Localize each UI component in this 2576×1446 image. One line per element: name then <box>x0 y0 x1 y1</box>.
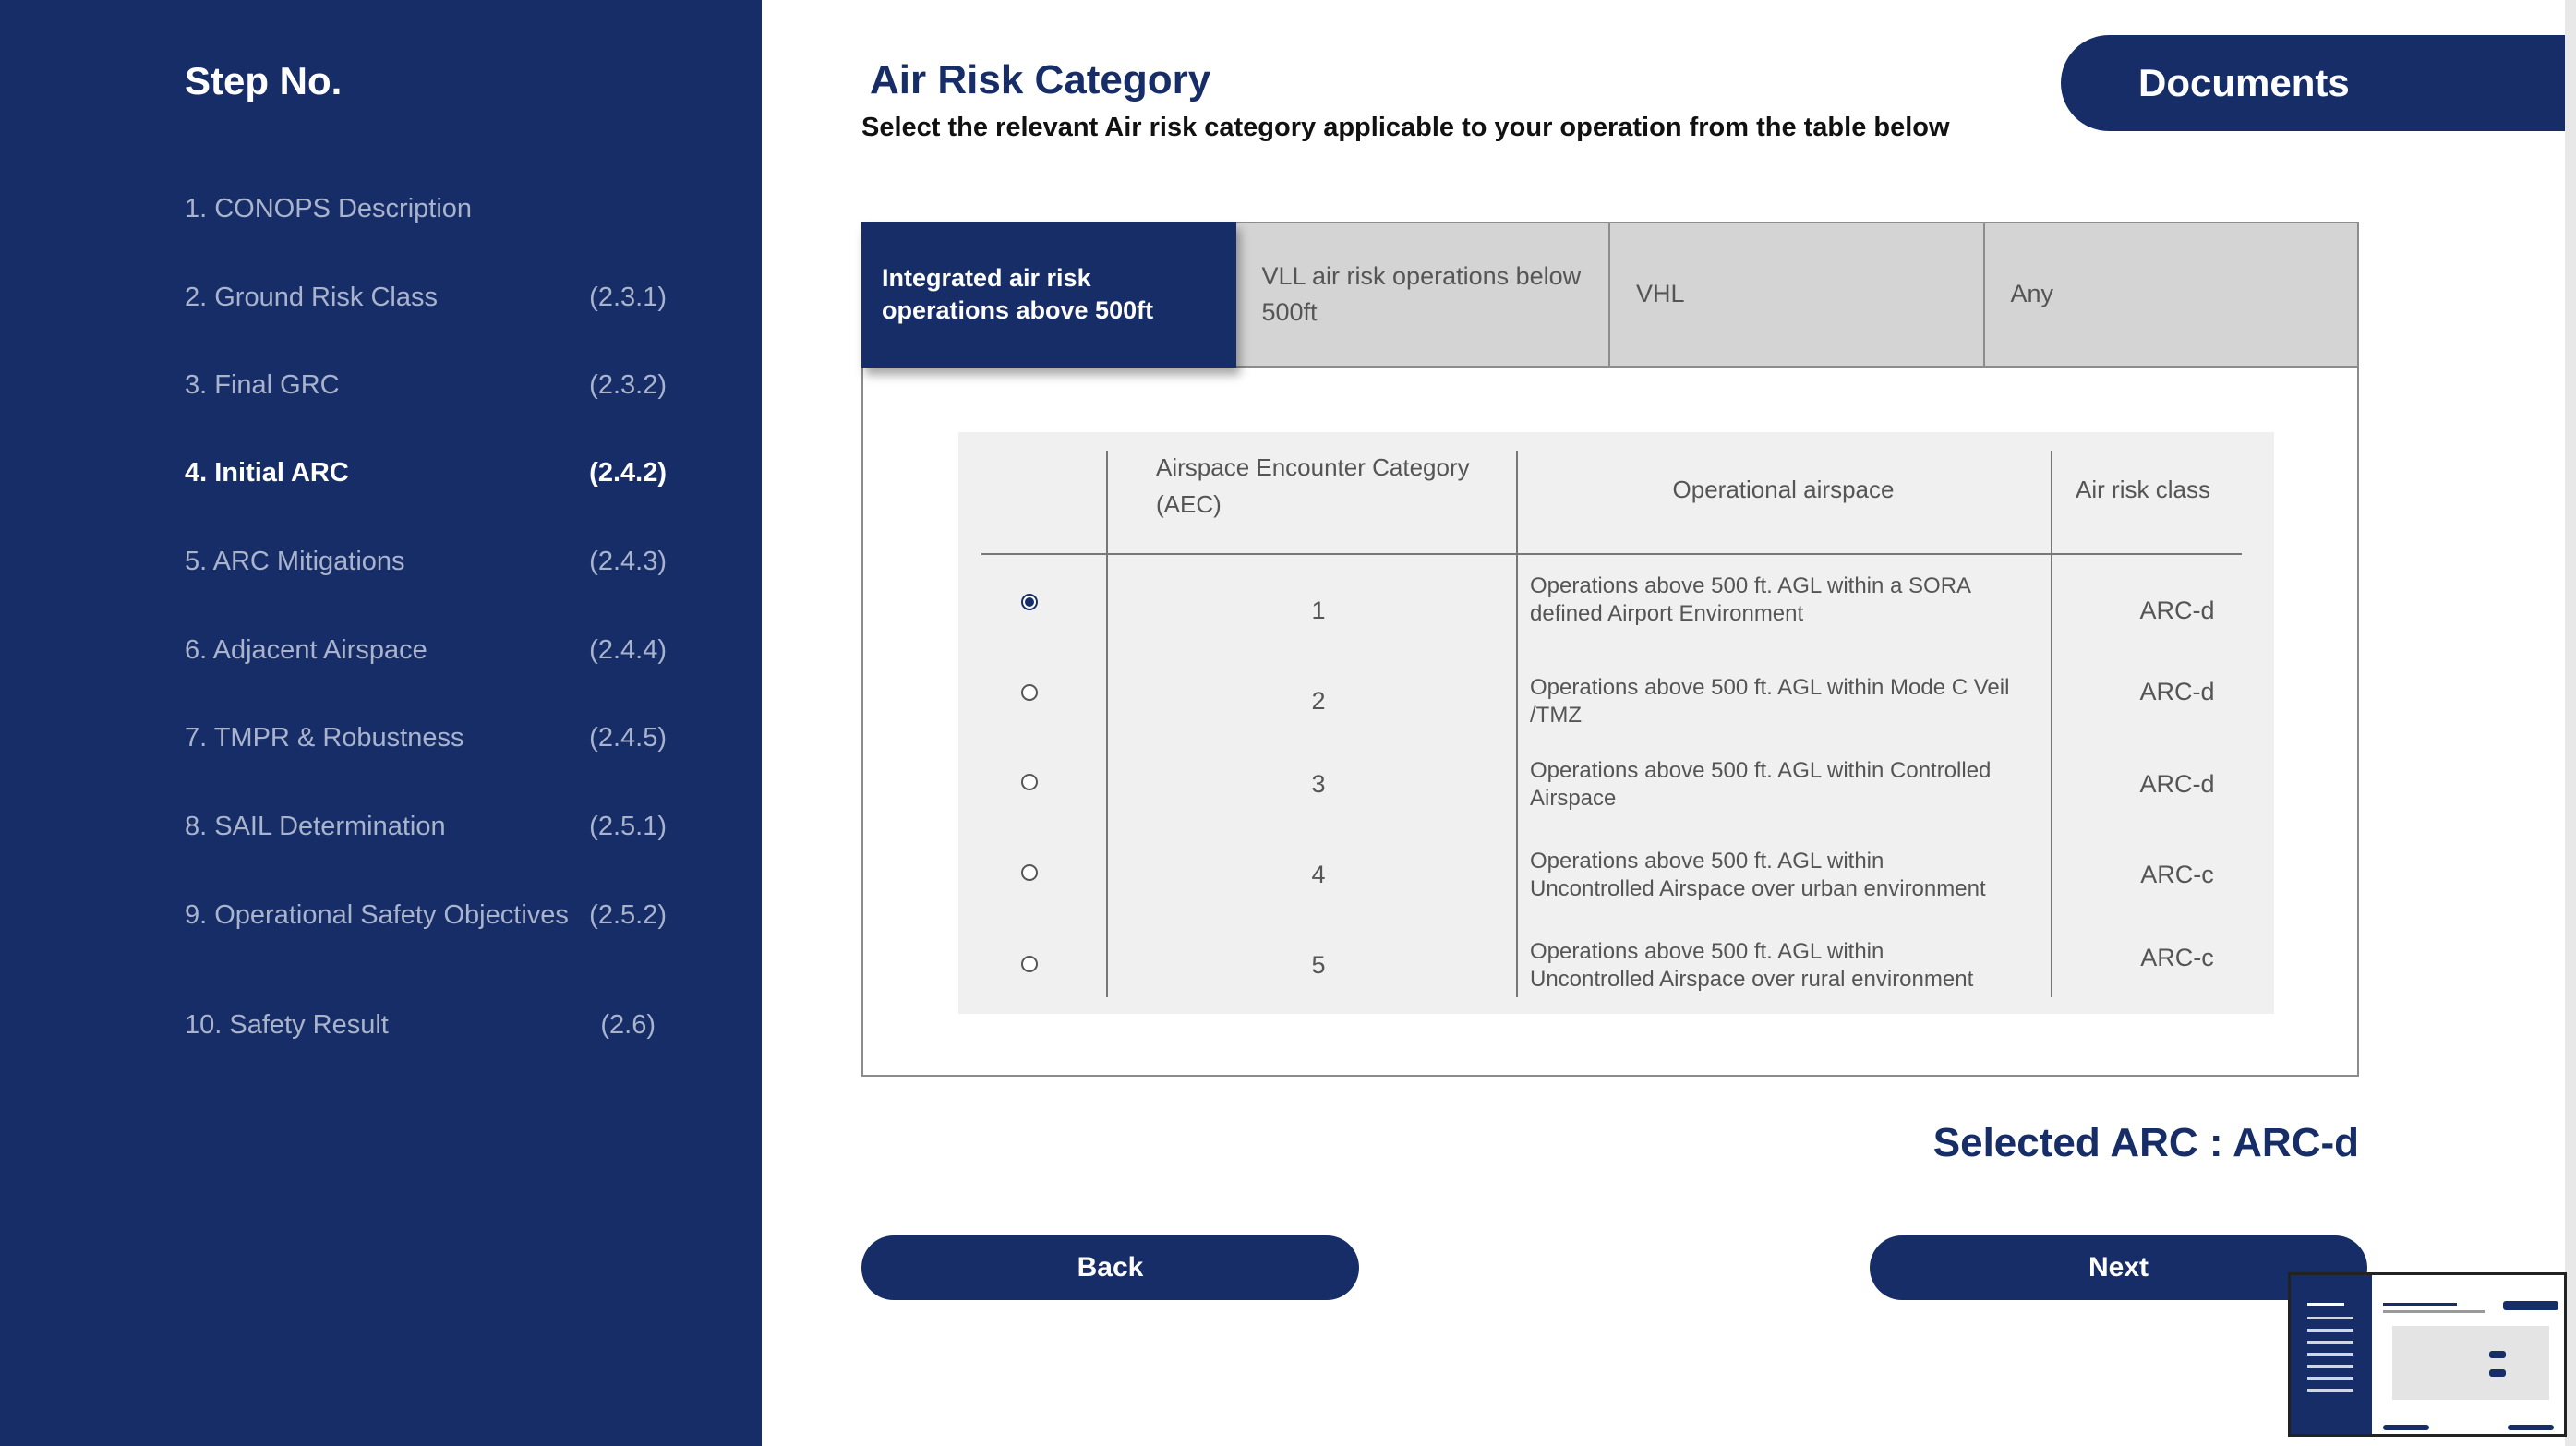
thumbnail-button <box>2489 1351 2506 1358</box>
thumbnail-button <box>2503 1301 2558 1310</box>
thumbnail-button <box>2489 1369 2506 1377</box>
thumbnail-line <box>2307 1341 2353 1344</box>
step-label: 5. ARC Mitigations <box>185 546 405 576</box>
back-button[interactable]: Back <box>861 1235 1359 1300</box>
thumbnail-line <box>2307 1303 2344 1306</box>
step-label: 1. CONOPS Description <box>185 193 473 223</box>
thumbnail-button <box>2383 1425 2429 1430</box>
aec-radio-2[interactable] <box>1021 684 1038 701</box>
step-ref: (2.4.2) <box>589 457 667 488</box>
header-aec: Airspace Encounter Category (AEC) <box>1156 453 1470 519</box>
airspace-description: Operations above 500 ft. AGL within a SORA defined Airport Environment <box>1530 573 1970 626</box>
page-title: Air Risk Category <box>870 57 1211 102</box>
selected-arc-result: Selected ARC : ARC-d <box>1932 1120 2359 1165</box>
tab-vll-below-500ft[interactable]: VLL air risk operations below 500ft <box>1236 222 1611 368</box>
thumbnail-line <box>2307 1353 2353 1356</box>
aec-radio-3[interactable] <box>1021 774 1038 790</box>
header-air-risk-class: Air risk class <box>2076 476 2210 503</box>
thumbnail-table <box>2392 1326 2549 1400</box>
step-label: 4. Initial ARC <box>185 457 349 488</box>
step-item-tmpr-robustness[interactable] <box>185 715 667 761</box>
step-item-operational-safety-objectives[interactable] <box>185 892 667 938</box>
thumbnail-line <box>2307 1365 2353 1368</box>
page-subtitle: Select the relevant Air risk category applicable to your operation from the table below <box>861 113 1950 142</box>
airspace-description: Operations above 500 ft. AGL within Uncontrolled Airspace over rural environment <box>1530 939 1974 992</box>
step-ref: (2.3.1) <box>589 282 667 312</box>
next-button[interactable]: Next <box>1870 1235 2367 1300</box>
arc-value: ARC-c <box>2140 944 2214 971</box>
step-label: 6. Adjacent Airspace <box>185 634 427 665</box>
aec-value: 2 <box>1311 687 1326 715</box>
step-ref: (2.4.3) <box>589 546 667 576</box>
screen-preview-thumbnail[interactable] <box>2288 1272 2567 1437</box>
step-item-adjacent-airspace[interactable] <box>185 627 667 673</box>
thumbnail-line <box>2307 1377 2353 1380</box>
tab-any[interactable]: Any <box>1985 222 2360 368</box>
arc-value: ARC-d <box>2139 678 2215 705</box>
step-label: 9. Operational Safety Objectives <box>185 899 569 930</box>
thumbnail-line <box>2307 1389 2353 1392</box>
aec-radio-1[interactable] <box>1021 594 1038 610</box>
airspace-description: Operations above 500 ft. AGL within Controlled Airspace <box>1530 758 1992 811</box>
step-item-conops[interactable] <box>185 186 667 232</box>
sidebar <box>0 0 762 1446</box>
right-edge-divider <box>2565 0 2576 1446</box>
airspace-description: Operations above 500 ft. AGL within Mode C Veil /TMZ <box>1530 675 2010 728</box>
header-operational-airspace: Operational airspace <box>1672 476 1895 503</box>
step-item-sail-determination[interactable] <box>185 803 667 850</box>
tab-vhl[interactable]: VHL <box>1610 222 1985 368</box>
header-divider <box>981 553 2242 555</box>
thumbnail-line <box>2383 1303 2457 1306</box>
step-ref: (2.4.5) <box>589 722 667 753</box>
step-label: 3. Final GRC <box>185 369 340 400</box>
step-ref: (2.4.4) <box>589 634 667 665</box>
step-ref: (2.6) <box>600 1009 656 1040</box>
step-label: 10. Safety Result <box>185 1009 389 1040</box>
step-item-safety-result[interactable] <box>185 1002 656 1048</box>
table-divider <box>1516 451 1518 997</box>
step-label: 8. SAIL Determination <box>185 811 446 841</box>
step-ref: (2.5.1) <box>589 811 667 841</box>
aec-value: 3 <box>1311 770 1326 798</box>
step-item-ground-risk-class[interactable] <box>185 274 667 320</box>
aec-value: 4 <box>1311 861 1326 888</box>
aec-radio-4[interactable] <box>1021 864 1038 881</box>
step-label: 7. TMPR & Robustness <box>185 722 464 753</box>
airspace-description: Operations above 500 ft. AGL within Uncontrolled Airspace over urban environment <box>1530 849 1986 901</box>
aec-value: 1 <box>1311 596 1326 624</box>
thumbnail-button <box>2508 1425 2554 1430</box>
step-ref: (2.5.2) <box>589 899 667 930</box>
documents-button[interactable]: Documents <box>2061 35 2576 131</box>
step-item-arc-mitigations[interactable] <box>185 538 667 584</box>
tab-integrated-above-500ft[interactable]: Integrated air risk operations above 500ft <box>861 222 1236 368</box>
sidebar-title: Step No. <box>185 59 343 102</box>
step-item-final-grc[interactable] <box>185 362 667 408</box>
step-label: 2. Ground Risk Class <box>185 282 438 312</box>
arc-value: ARC-d <box>2139 596 2215 624</box>
table-divider <box>2051 451 2052 997</box>
thumbnail-line <box>2307 1329 2353 1332</box>
table-divider <box>1106 451 1108 997</box>
aec-value: 5 <box>1311 951 1326 979</box>
step-item-initial-arc[interactable] <box>185 450 667 496</box>
arc-table <box>958 432 2274 1014</box>
table-panel <box>861 368 2359 1077</box>
thumbnail-line <box>2307 1317 2353 1319</box>
arc-value: ARC-c <box>2140 861 2214 888</box>
aec-radio-5[interactable] <box>1021 956 1038 972</box>
step-ref: (2.3.2) <box>589 369 667 400</box>
category-tabs <box>861 222 2359 368</box>
thumbnail-line <box>2383 1310 2485 1313</box>
arc-value: ARC-d <box>2139 770 2215 798</box>
